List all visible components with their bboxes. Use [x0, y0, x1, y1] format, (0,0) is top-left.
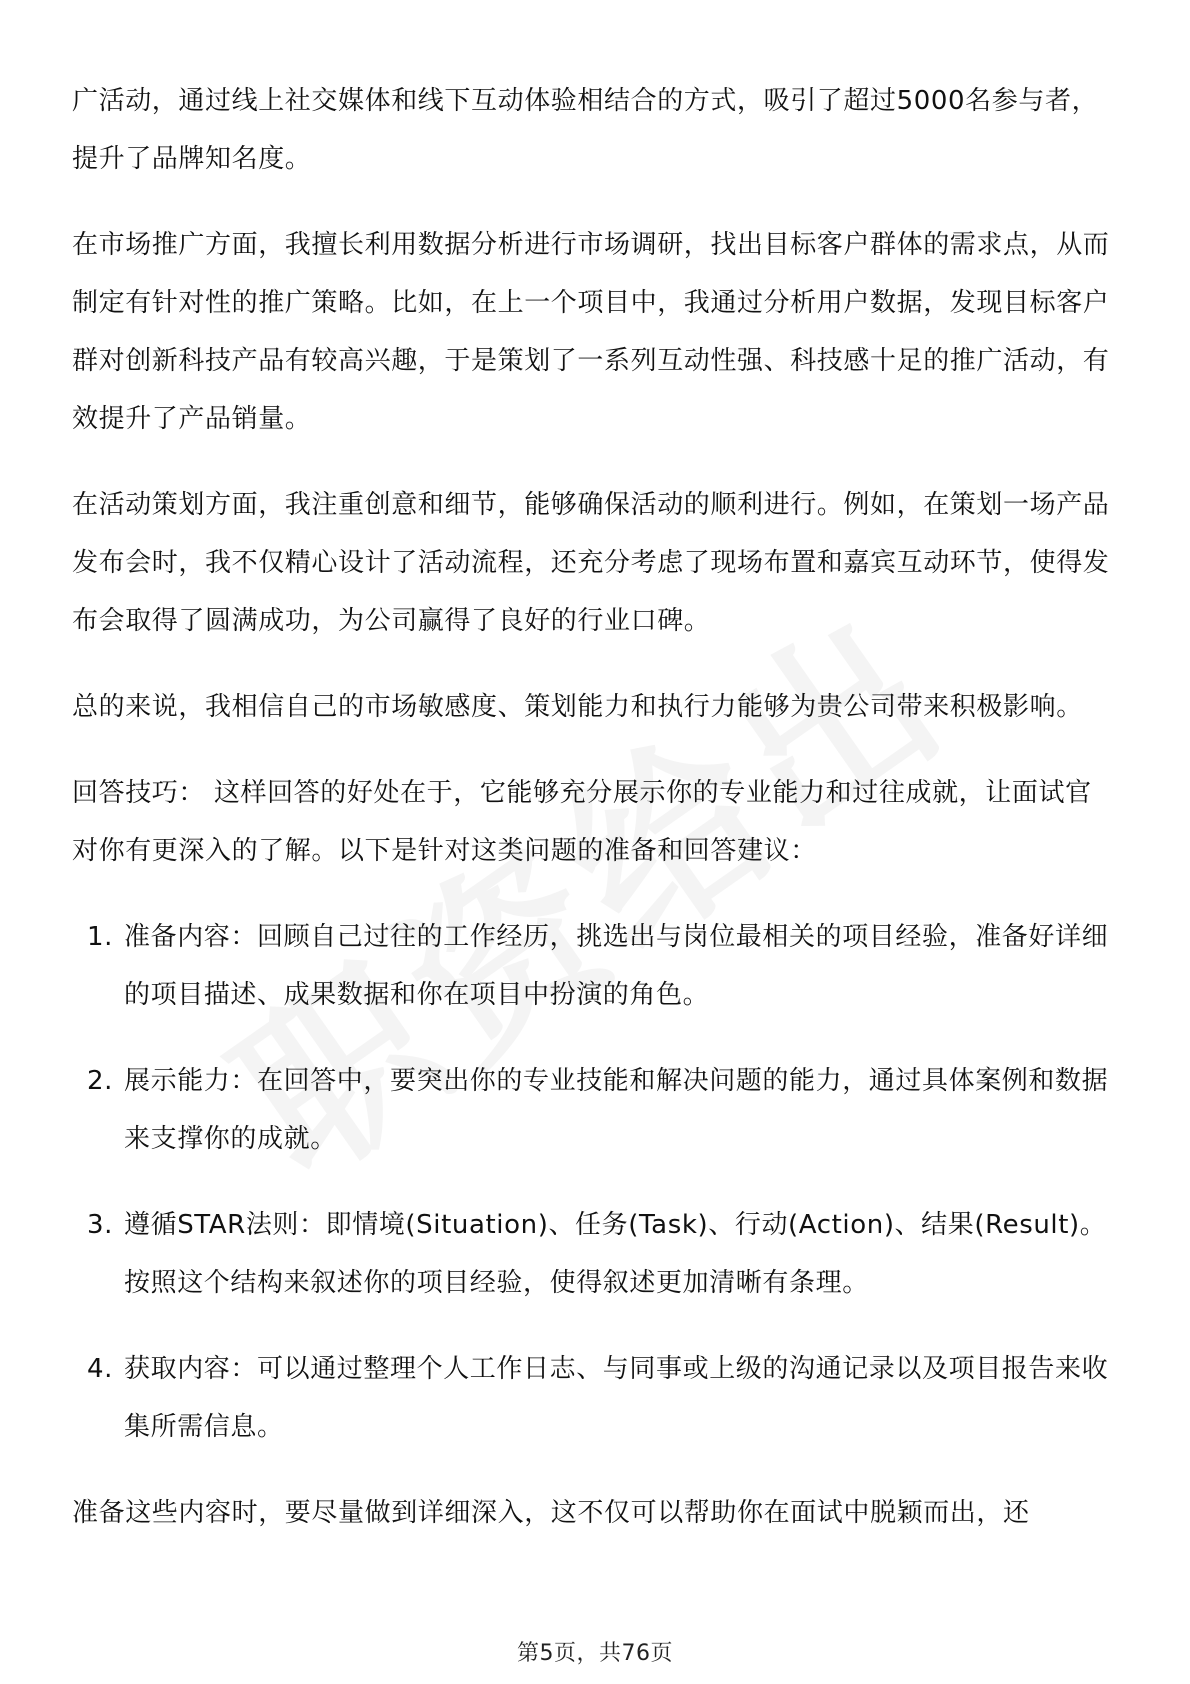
- paragraph-closing: 准备这些内容时，要尽量做到详细深入，这不仅可以帮助你在面试中脱颖而出，还: [72, 1498, 1030, 1528]
- paragraph-continued: 广活动，通过线上社交媒体和线下互动体验相结合的方式，吸引了超过5000名参与者，提升了品牌知名度。: [72, 86, 1099, 174]
- page-number: 第5页，共76页: [517, 1641, 673, 1666]
- list-item: [72, 1340, 1118, 1456]
- list-item: [72, 908, 1118, 1024]
- list-number: 1.: [87, 922, 114, 952]
- list-number: 4.: [87, 1354, 114, 1384]
- list-number: 3.: [87, 1210, 114, 1240]
- list-number: 2.: [87, 1066, 114, 1096]
- list-item: [72, 1052, 1118, 1168]
- paragraph-summary: 总的来说，我相信自己的市场敏感度、策划能力和执行力能够为贵公司带来积极影响。: [72, 692, 1083, 722]
- paragraph-event-planning: 在活动策划方面，我注重创意和细节，能够确保活动的顺利进行。例如，在策划一场产品发布会时，我不仅精心设计了活动流程，还充分考虑了现场布置和嘉宾互动环节，使得发布会取得了圆满成功，为公司赢得了良好的行业口碑。: [72, 490, 1110, 636]
- tips-list: [72, 908, 1118, 1456]
- paragraph-marketing: 在市场推广方面，我擅长利用数据分析进行市场调研，找出目标客户群体的需求点，从而制定有针对性的推广策略。比如，在上一个项目中，我通过分析用户数据，发现目标客户群对创新科技产品有较高兴趣，于是策划了一系列互动性强、科技感十足的推广活动，有效提升了产品销量。: [72, 230, 1110, 434]
- page-content: [72, 72, 1118, 1570]
- list-item-text: 获取内容：可以通过整理个人工作日志、与同事或上级的沟通记录以及项目报告来收集所需信息。: [124, 1354, 1109, 1442]
- list-item-text: 准备内容：回顾自己过往的工作经历，挑选出与岗位最相关的项目经验，准备好详细的项目描述、成果数据和你在项目中扮演的角色。: [124, 922, 1109, 1010]
- list-item-text: 遵循STAR法则：即情境(Situation)、任务(Task)、行动(Action)、结果(Result)。按照这个结构来叙述你的项目经验，使得叙述更加清晰有条理。: [124, 1210, 1107, 1298]
- list-item-text: 展示能力：在回答中，要突出你的专业技能和解决问题的能力，通过具体案例和数据来支撑你的成就。: [124, 1066, 1109, 1154]
- paragraph-answer-tips: 回答技巧： 这样回答的好处在于，它能够充分展示你的专业能力和过往成就，让面试官对你有更深入的了解。以下是针对这类问题的准备和回答建议：: [72, 778, 1092, 866]
- list-item: [72, 1196, 1118, 1312]
